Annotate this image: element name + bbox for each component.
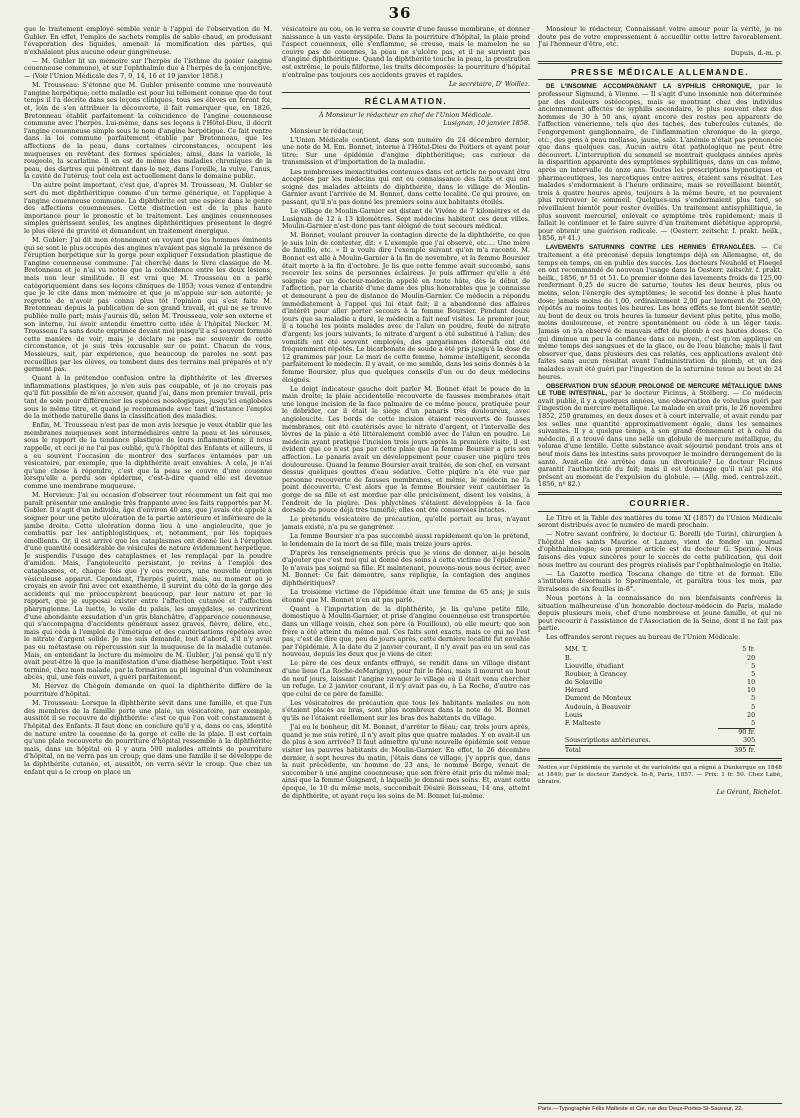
subscriber-name: B.: [564, 653, 572, 662]
subsection-body: — Ce traitement a été préconisé depuis longtemps déjà en Allemagne, et, de temps en temps, on en publie des succès. Les docteurs Neuhold et Floegel en ont recommandé de nouveau l'usage dans la Oesterr. zeitschr. f. prakt. heilk., 1856, nº 51 et 51. Le premier donne des lavements froids de 125,00 renfermant 0,25 de sucre de saturne, toutes les deux heures, plus ou moins, selon l'énergie des symptômes; le second les donne à plus haute dose; jamais moins de 1,00, ordinairement 2,00 par lavement de 250,00, répétés au moins toutes les heures. Les bons effets se font bientôt sentir; au bout de deux ou trois heures la tumeur devient plus petite, plus molle, moins douloureuse, et rentre spontanément ou cède à un léger taxis. Jamais on n'a observé de mauvais effet du plomb à ces hautes doses. Ce qui diminue un peu la confiance dans ce moyen, c'est qu'on applique en même temps des sangsues et de la glace, ou de l'eau blanche; mais il faut observer que, dans plusieurs des cas relatés, ces applications avaient été faites sans aucun résultat avant l'administration du plomb, et un des malades avait été guéri par l'ingestion de la saturnine tenue au bout de 24 heures.: [538, 243, 782, 381]
letter-signature: Dupuis, d.-m. p.: [730, 49, 782, 58]
paragraph: J'ai eu le bonheur, dit M. Bonnet, d'arrêter le fléau; car, trois jours après, quand je me suis retiré, il n'y avait plus que quatre malades. Y en avait-il un de plus à son arrivée? Il faut admettre qu'une nouvelle épidémie soit venue visiter les pauvres habitants de Moulin-Garnier. En effet, le 26 décembre dernier, à sept heures du matin, j'étais dans ce village, j'y appris que, dans la nuit précédente, un homme de 23 ans, le nommé Berge, venait de succomber à une angine couenneuse; que son frère était pris du même mal; ainsi que la femme Guignard, à laquelle je donnai mes soins. Et, avant cette époque, le 10 du même mois, succombait Désiré Boisseau, 14 ans, atteint de diphthérite, et ayant reçu les soins de M. Bonnet lui-même.: [282, 723, 530, 800]
total-amount: 395 fr.: [718, 746, 755, 755]
section-title-courier: COURRIER.: [629, 497, 691, 508]
paragraph: Nous portons à la connaissance de nos bienfaisants confrères la situation malheureuse d'un honorable docteur-médecin de Paris, malade depuis plusieurs mois, chef d'une nombreuse et jeune famille, et qui ne peut recourir à l'assistance de l'Association de la Seine, dont il ne fait pas partie.: [538, 593, 782, 633]
printer-footer: Paris.—Typographie Félix Malteste et Cie, rue des Deux-Portes-St-Sauveur, 22.: [538, 1103, 782, 1112]
paragraph: L'Union Médicale contient, dans son numéro du 24 décembre dernier, une note de M. Em. Bonnet, interne à l'Hôtel-Dieu de Poitiers et ayant pour titre: Sur une épidémie d'angine diphthéritique; cas curieux de transmission et d'importation de la maladie.: [282, 135, 530, 167]
subsection-body: par le docteur Ficinus, à Stolberg. — Ce médecin avait publié, il y a quelques années, une observation de volvulus guéri par l'ingestion de mercure métallique. Le malade en avait pris, le 26 novembre 1852, 250 grammes, en deux doses et à court intervalle, et avait rendu par les selles une quantité approximativement égale, dans les semaines suivantes. Il y a quelque temps, à son grand étonnement et à celui du médecin, il a trouvé dans une selle un globule de mercure métallique, du volume d'une lentille. Cette substance avait séjourné pendant trois ans et neuf mois dans les intestins sans provoquer le moindre dérangement de la santé. Avait-elle été arrêtée dans un diverticule? Le docteur Ficinus garantit l'authenticité du fait; mais il est dommage qu'il n'ait pas été présent au moment de l'expulsion du globule. — (Allg. med. central-zeit., 1856, nº 82.): [538, 389, 782, 489]
paragraph: M. Bonnet, voulant prouver la contagion directe de la diphthérite, ce que je suis loin de contester, dit: « L'exemple que j'ai observé, etc.... Une mère de famille, etc. » Il a voulu dire l'exemple suivant qu'on m'a raconté. M. Bonnet est allé à Moulin-Garnier à la fin de novembre, et la femme Boursier était morte à la fin d'octobre. Je lis que cette femme avait succombé, sans recevoir les soins de personnes éclairées. Je puis affirmer qu'elle a été soignée par un docteur-médecin appelé en toute hâte, dès le début de l'affection, par la charité d'une dame des plus honorables que je connaisse et demeurant à peu de distance de Moulin-Garnier. Ce médecin a répondu immédiatement à l'appel qui lui était fait; il a abandonné des affaires d'intérêt pour aller porter secours à la femme Boursier. Pendant douze jours que sa maladie a duré, le médecin a fait neuf visites. Le premier jour, il a touché les points malades avec de l'alun en poudre, feuté de nitrate d'argent; les jours suivants, le nitrate d'argent a été substitué à l'alun; des vomitifs ont été souvent employés, des gargarismes détersifs ont été fréquemment répétés. Le bicarbonate de soude a été pris jusqu'à la dose de 12 grammes par jour. Le mari de cette femme, homme intelligent, seconda parfaitement le médecin. Il y avait, ce me semble, dans les soins donnés à la femme Boursier, plus que quelques conseils d'un ou de deux médecins éloignés.: [282, 231, 530, 384]
book-notice: Notice sur l'épidémie de variole et de varioloïde qui a régné à Dunkerque en 1848 et 1849; par le docteur Zandyck. In-8, Paris, 1857. — Prix: 1 fr. 50. Chez Labé, libraire.: [538, 765, 782, 786]
subsection-body: par le professeur Sigmund, à Vienne. — Il s'agit d'une insomnie non déterminée par des douleurs ostéocopes, mais se montrant chez des individus anciennement affectés de syphilis secondaire, le plus souvent chez des hommes de 30 à 50 ans, ayant encore des restes peu apparents de l'affection vénérienne, tels que des taches, des tubercules cutanés, de l'engorgement ganglionnaire, de l'inflammation chronique de la gorge, etc., des gens à peau mollasse, jaune, sale. L'anémie n'était pas prononcée que dans quelques cas. Aucun autre état pathologique ne peut être découvert. L'interruption du sommeil se montrait quelques années après la disparition apparente des symptômes syphilitiques, dans un cas même, après un intervalle de onze ans. Toutes les prescriptions hypnotiques et pharmaceutiques, les narcotiques entre autres, étaient sans résultat. Les malades s'endormaient à l'heure ordinaire, mais se réveillaient bientôt, trois à quatre heures après, toujours à la même heure, et ne pouvaient plus retrouver le sommeil. Quelques-uns s'endormaient plus tard, se réveillaient bientôt pour rester éveillés. Un traitement antisyphilitique, le plus souvent mercuriel, enlevait ce symptôme très rapidement; mais il fallait le continuer et le faire suivre d'un traitement diététique approprié, pour obtenir une guérison radicale. — (Oesterr. zeitschr. f. prakt. heilk., 1856, nº 41.): [538, 82, 782, 243]
subsection-title: LAVEMENTS SATURNINS CONTRE LES HERNIES ÉTRANGLÉES.: [546, 244, 756, 252]
paragraph: M. Gubler: J'ai dit mon étonnement en voyant que les hommes éminents qui se sont le plus occupés des angines n'avaient pas signalé la présence de l'éruption herpétique sur la gorge pour expliquer l'exsudation plastique de l'angine couenneuse commune. J'ai cherché dans le livre classique de M. Bretonneau et je n'ai vu notée que la coïncidence entre les deux lésions, mais non leur similitude. Il est vrai que M. Trousseau en a parlé catégoriquement dans ses leçons cliniques de 1853; vous venez d'entendre que je le cite dans mon mémoire et que je m'appuie sur son autorité; je regrette de n'avoir pas connu plus tôt l'opinion qui s'est faite M. Bretonneau depuis la publication de son grand travail, et qui ne se trouve publiée nulle part; mais j'aurais dû, selon M. Trousseau, voir son externe et son interne, lui avoir entendu émettre cette idée à l'hôpital Necker. M. Trousseau l'a sans doute exprimée devant moi puisqu'il a si souvent formulé cette manière de voir, mais je déclare ne pas me souvenir de cette circonstance, et je suis très excusable sur ce point. Chacun de vous, Messieurs, sait, par expérience, que beaucoup de paroles ne sont pas recueillies par les élèves, ou tombent dans des terrains mal préparés et n'y germent pas.: [24, 236, 272, 374]
subscription-amount: 20: [747, 653, 756, 662]
subscription-amount: 20: [747, 710, 756, 719]
paragraph: que le traitement employé semble venir à l'appui de l'observation de M. Gubler. En effet, l'emploi de sachets remplis de sable chaud, en produisant l'évaporation des liquides, amenait la momification des parties, qui n'exhalaient plus aucune odeur gangréneuse.: [24, 26, 272, 56]
subscription-amount: 5: [751, 719, 756, 728]
paragraph: Le père de ces deux enfants effrayé, se rendit dans un village distant d'une lieue (La Roche-deMarigny), pour fuir le fléau, mais il mourut au bout de neuf jours, laissant l'angine ravager le village où il était venu chercher un refuge. Le 2 janvier courant, il n'y avait pas eu, à La Roche, d'autre cas que celui de ce père de famille.: [282, 659, 530, 698]
paragraph: M. Hervieux: J'ai eu occasion d'observer tout récemment un fait qui me paraît présenter une analogie très frappante avec les faits rapportés par M. Gubler. Il s'agit d'un individu, âgé d'environ 40 ans, que j'avais été appelé à soigner pour une petite ulcération de la partie antérieure et inférieure de la jambe droite. Cette ulcération donna lieu à une angioleucite, que je combattis par les antiphlogistiques, et, notamment, par les topiques émollients. Or, il est arrivé que les cataplasmes ont donné lieu à l'éruption d'une quantité considérable de vésicules de nature évidemment herpétique. Je suspendis l'usage des cataplasmes et les remplaçai par la poudre d'amidon. Mais, l'angioleucite persistant, je revins à l'emploi des cataplasmes, et, chaque fois que j'y eus recours, une nouvelle éruption vésiculeuse apparut. Cependant, l'herpès guérit, mais, au moment où je croyais en avoir fini avec cet exanthème, il survint du côté de la gorge des accidents qui me préoccupèrent beaucoup, par leur nature et par le rapport, que je supposai exister entre l'affection cutanée et l'affection pharyngienne. La luette, le voile du palais, les amygdales, se couvrirent d'une abondante exsudation d'un gris blanchâtre, d'apparence couenneuse, qui s'accompagna d'accidents généraux assez graves, fièvre, délire, etc., mais qui céda à l'emploi de l'émétique et des cautérisations répétées avec le nitrate d'argent solide. Je me suis demandé, tout d'abord, s'il n'y avait pas eu métastase ou répercussion sur la muqueuse de la maladie cutanée. Mais, en entendant la lecture du mémoire de M. Gubler, j'ai pensé qu'il n'y avait peut-être là que la manifestation d'une diathèse herpétique. Tout s'est terminé, chez mon malade, par la formation au pli inguinal d'un volumineux abcès, qui, une fois ouvert, a guéri parfaitement.: [24, 491, 272, 682]
paragraph: — Notre savant confrère, le docteur G. Borelli (de Turin), chirurgien à l'hôpital des saints Maurice et Lazare, vient de fonder un journal d'ophthalmologie; son premier article est du docteur G. Sperino. Nous faisons des vœux sincères pour le succès de cette publication, qui doit nous mettre au courant des progrès réalisés par l'ophthalmologie en Italie.: [538, 530, 782, 569]
paragraph: La femme Boursier n'a pas succombé aussi rapidement qu'on le prétend, le lendemain de la mort de sa fille, mais treize jours après.: [282, 531, 530, 548]
column-right: [538, 26, 782, 1114]
subscriber-name: Dumont de Monteux: [564, 694, 632, 703]
subscription-amount: 5: [751, 669, 756, 678]
paragraph: Monsieur le rédacteur, Connaissant votre amour pour la vérité, je ne doute pas de votre empressement à accueillir cette lettre favorablement. J'ai l'honneur d'être, etc.: [538, 26, 782, 49]
subscriber-name: MM. T.: [564, 645, 588, 654]
paragraph: vésicatoire au cou, on le verra se couvrir d'une fausse membrane, et donner naissance à un vaste érysipèle. Dans la pourriture d'hôpital, la plaie prend l'aspect couenneux, elle s'enflamme, se creuse, mais le mamelon ne se couvre pas de couennes, la peau ne s'ulcère pas, et il ne survient pas d'angine diphthéritique. Quand la diphthérite touche la peau, la prostration est extrême, le pouls filiforme, les traits décomposés: la pourriture d'hôpital n'entraîne pas toujours ces accidents graves et rapides.: [282, 26, 530, 79]
divider: [538, 758, 782, 761]
paragraph: M. Trousseau: Lorsque la diphthérite sévit dans une famille, et que l'un des membres de la famille porte une plaie, un vésicatoire, par exemple, aussitôt il se recouvre de diphthérite: c'est ce que l'on voit constamment à l'hôpital des Enfants. Il faut donc en conclure qu'il y a, dans ce cas, identité de nature entre la couenne de la gorge et celle de la plaie. Il est certain qu'une plaie recouverte de pourriture d'hôpital ressemble à la diphthérite; mais, dans un hôpital où il y aura 500 malades atteints de pourriture d'hôpital, on ne verra pas un croup; que dans une famille il se développe de la diphthérite cutanée, et, aussitôt, on verra sévir le croup. Que chez un enfant qui a le croup on place un: [24, 699, 272, 776]
subscription-amount: 10: [747, 686, 756, 695]
page-number: 36: [388, 4, 412, 22]
divider: [538, 61, 782, 64]
divider: [538, 511, 782, 512]
subscription-row: [565, 679, 755, 687]
subsection-title: DE L'INSOMNIE ACCOMPAGNANT LA SYPHILIS CHRONIQUE,: [546, 83, 752, 91]
subscription-amount: 5 fr.: [742, 645, 756, 654]
subscription-row: [565, 703, 755, 711]
column-middle: [282, 26, 530, 1114]
letter-addressee: À Monsieur le rédacteur en chef de l'Union Médicale.: [319, 111, 493, 120]
prior-subscriptions-amount: 305: [742, 736, 756, 745]
subscription-amount: 5: [751, 702, 756, 711]
subsection-title: OBSERVATION D'UN SÉJOUR PROLONGÉ DE MERCURE MÉTALLIQUE DANS LE TUBE INTESTINAL,: [538, 382, 782, 398]
paragraph: Le Titre et la Table des matières du tome XI (1857) de l'Union Médicale seront distribués avec le numéro de mardi prochain.: [538, 513, 782, 530]
prior-subscriptions-label: Souscriptions antérieures.: [564, 736, 651, 745]
paragraph: — La Gazette medica Toscana change de titre et de format. Elle s'intitulera désormais lo Sperimentale, et paraîtra tous les mois, par livraisons de six feuilles in-8°.: [538, 569, 782, 593]
letter-dateline: Lusignan, 10 janvier 1858.: [443, 118, 530, 127]
paragraph: M. Trousseau: S'étonne que M. Gubler présente comme une nouveauté l'angine herpétique; cette maladie est pour lui tellement connue que de tout temps il l'a décrite dans ses leçons cliniques, tous ses élèves en feront foi, et, loin de s'en attribuer la découverte, il fait remarquer que, en 1826, Bretonneau établit parfaitement la coïncidence de l'angine couenneuse commune avec l'herpès. Lui-même, dans ses leçons à l'Hôtel-Dieu, il décrit l'angine couenneuse simple sous le nom d'angine herpétique. Ce fait rentre dans la loi commune parfaitement établie par Bretonneau, que les affections de la peau, dans certaines circonstances, occupent les muqueuses en revêtant des formes spéciales; ainsi, dans la variole, la rougeole, la scarlatine. Il en est de même des maladies chroniques de la peau, des dartres qui pénètrent dans le nez, dans l'oreille, la vulve, l'anus, la cavité de l'utérus; tout cela est actuellement dans le domaine public.: [24, 81, 272, 181]
subscription-amount: 10: [747, 678, 756, 687]
paragraph: Le prétendu vésicatoire de précaution, qu'elle portait au bras, n'ayant jamais existé, n'a pu se gangréner.: [282, 515, 530, 531]
subscriber-name: F. Malteste: [564, 719, 601, 728]
subscription-amount: 5: [751, 661, 756, 670]
subscriber-name: Liouville, étudiant: [564, 661, 624, 670]
subscriber-name: Louis: [564, 710, 583, 719]
section-title-reclamation: RÉCLAMATION.: [364, 95, 448, 106]
column-left: [24, 26, 272, 1114]
subscriber-name: de Solaville: [564, 678, 603, 687]
section-title-press: PRESSE MÉDICALE ALLEMANDE.: [570, 66, 749, 77]
divider: [282, 92, 530, 93]
subscription-row: [565, 720, 755, 729]
paragraph: Un autre point important, c'est que, d'après M. Trousseau, M. Gubler se sert du mot diphthéritique comme d'un terme générique, et l'applique à l'angine couenneuse commune. La diphthérite est une espèce dans le genre des affections couenneuses. Cette distinction est de la plus haute importance pour le pronostic et le traitement. Les angines couenneuses simples guérissent seules, les angines diphthéritiques présentent le degré le plus élevé de gravité et demandent un traitement énergique.: [24, 181, 272, 235]
paragraph: Les vésicatoires de précaution que tous les habitants malades ou non s'étaient placés au bras, sont plus nombreux dans la note de M. Bonnet qu'ils ne l'étaient réellement sur les bras des habitants du village.: [282, 698, 530, 723]
paragraph: Le doigt indicateur gauche doit parler M. Bonnet était le pouce de la main droite; la plaie accidentelle recouverte de fausses membranes était une longue incision de la face palmaire de ce même pouce, pratiquée pour le débrider, car il était le siège d'un panaris très douloureux, avec angioleucite. Les bords de cette incision étaient recouverts de fausses membranes, ont été cautérisés avec le nitrate d'argent, et l'intervalle des lèvres de la plaie a été littéralement comblé avec de l'alun en poudre. Le médecin ayant pratiqué l'incision trois jours après la première visite, il est évident que ce n'est pas par cette plaie que la femme Boursier a pris son affection. Le panaris avait un développement pour causer une piqûre très douloureuse. Quand la femme Boursier avait traitée, de son chef, en versant dessus quelques gouttes d'eau sédative. Cette piqûre n'a été vue par personne recouverte de fausses membranes, et même, le médecin ne l'a point découverte. C'est alors que la femme Boursier veut cautériser la gorge de sa fille et est mordue par elle précisément, disent les voisins, à l'endroit de la piqûre. Des phlyctènes s'étaient développées à la face dorsale du pouce déjà très tuméfié; elles ont été conservées intactes.: [282, 384, 530, 515]
divider: [538, 492, 782, 495]
paragraph: M. Hervez de Chégoin demande en quoi la diphthérite diffère de la pourriture d'hôpital.: [24, 682, 272, 699]
subscriber-name: Roubier, à Grancey: [564, 669, 627, 678]
paragraph: D'après les renseignements précis que je viens de donner, ai-je besoin d'ajouter que c'est moi qui ai donné des soins à cette victime de l'épidémie? Je n'avais pas soigné sa fille. Et maintenant, pouvons-nous nous écrier, avec M. Bonnet: Ce fait démontre, sans réplique, la contagion des angines diphthéritiques?: [282, 548, 530, 587]
divider: [538, 79, 782, 80]
paragraph: Les nombreuses inexactitudes contenues dans cet article ne pouvant être acceptées par les médecins qui ont eu connaissance des faits et qui ont soigné des malades atteints de diphthérite, dans le village de Moulin-Garnier avant l'arrivée de M. Bonnet, dans cette localité. Ce qui prouve, en passant, qu'il n'a pas donné les premiers soins aux habitants étoilés.: [282, 167, 530, 206]
paragraph: Quant à la prétendue confusion entre la diphthérite et les diverses inflammations plastiques, je n'en suis pas coupable, et je ne croyais pas qu'il fût possible de m'en accuser, quand j'ai, dans mon premier travail, pris tant de soin pour différencier les espèces nosologiques, jusqu'ici englobées sous le même titre, et quand je recommande avec tant d'instance l'emploi de la méthode naturelle dans la classification des maladies.: [24, 374, 272, 421]
subscriber-name: Audouin, à Beauvoir: [564, 702, 631, 711]
paragraph: — M. Gubler lit un mémoire sur l'herpès de l'isthme du gosier (angine couenneuse commune), et sur l'ophthalmie due à l'herpès de la conjonctive. — (Voir l'Union Médicale des 7, 9, 14, 16 et 19 janvier 1858.): [24, 56, 272, 81]
paragraph: Les offrandes seront reçues au bureau de l'Union Médicale.: [546, 633, 741, 642]
paragraph: La troisième victime de l'épidémie était une femme de 65 ans; je suis étonné que M. Bonnet n'en ait pas parlé.: [282, 588, 530, 604]
gerant-signature: Le Gérant, Richelot.: [716, 788, 782, 797]
paragraph: Quant à l'importation de la diphthérite, je lis qu'une petite fille, domestique à Moulin-Garnier, et prise d'angine couenneuse est transportée dans un village voisin, chez son père (à Fouilloux), où elle meurt; que son frère a été atteint du même mal. Ces faits sont exacts, mais ce qui ne l'est pas, c'est de dire que, peu de jours après, cette dernière localité fut envahie par l'épidémie. À la date du 2 janvier courant, il n'y avait pas eu un seul cas nouveau, depuis les deux que je viens de citer.: [282, 604, 530, 659]
subtotal-amount: 90 fr.: [718, 728, 755, 737]
subscriber-name: Hérard: [564, 686, 589, 695]
subscription-table: [565, 646, 755, 754]
secretary-signature: Le secrétaire, D' Woillez.: [448, 80, 530, 89]
subscription-amount: 5: [751, 694, 756, 703]
letter-salutation: Monsieur le rédacteur,: [290, 126, 364, 135]
subscription-row: [565, 646, 755, 654]
paragraph: Enfin, M. Trousseau n'est pas de mon avis lorsque je veux établir que les membranes muqueuses sont intermédiaires entre la peau et les séreuses, sous le rapport de la tendance plastique de leurs inflammations; il nous rappelle, et ceci je ne l'ai pas oublié, qu'à l'hôpital des Enfants et ailleurs, il a eu souvent l'occasion de montrer des surfaces entamées par un vésicatoire, par exemple, que la diphthérite avait envahies. À cela, je n'ai qu'une chose à répondre, c'est que la peau se couvre d'une couenne lorsqu'elle a perdu son épiderme, c'est-à-dire quand elle est devenue comme une membrane muqueuse.: [24, 421, 272, 491]
total-label: Total: [565, 746, 718, 755]
paragraph: Le village de Moulin-Garnier est distant de Vivône de 7 kilomètres et de Lusignan de 12 à 13 kilomètres. Sept médecins habitent ces deux villes. Moulin-Garnier n'est donc pas tant éloigné de tout secours médical.: [282, 206, 530, 231]
divider: [282, 108, 530, 109]
